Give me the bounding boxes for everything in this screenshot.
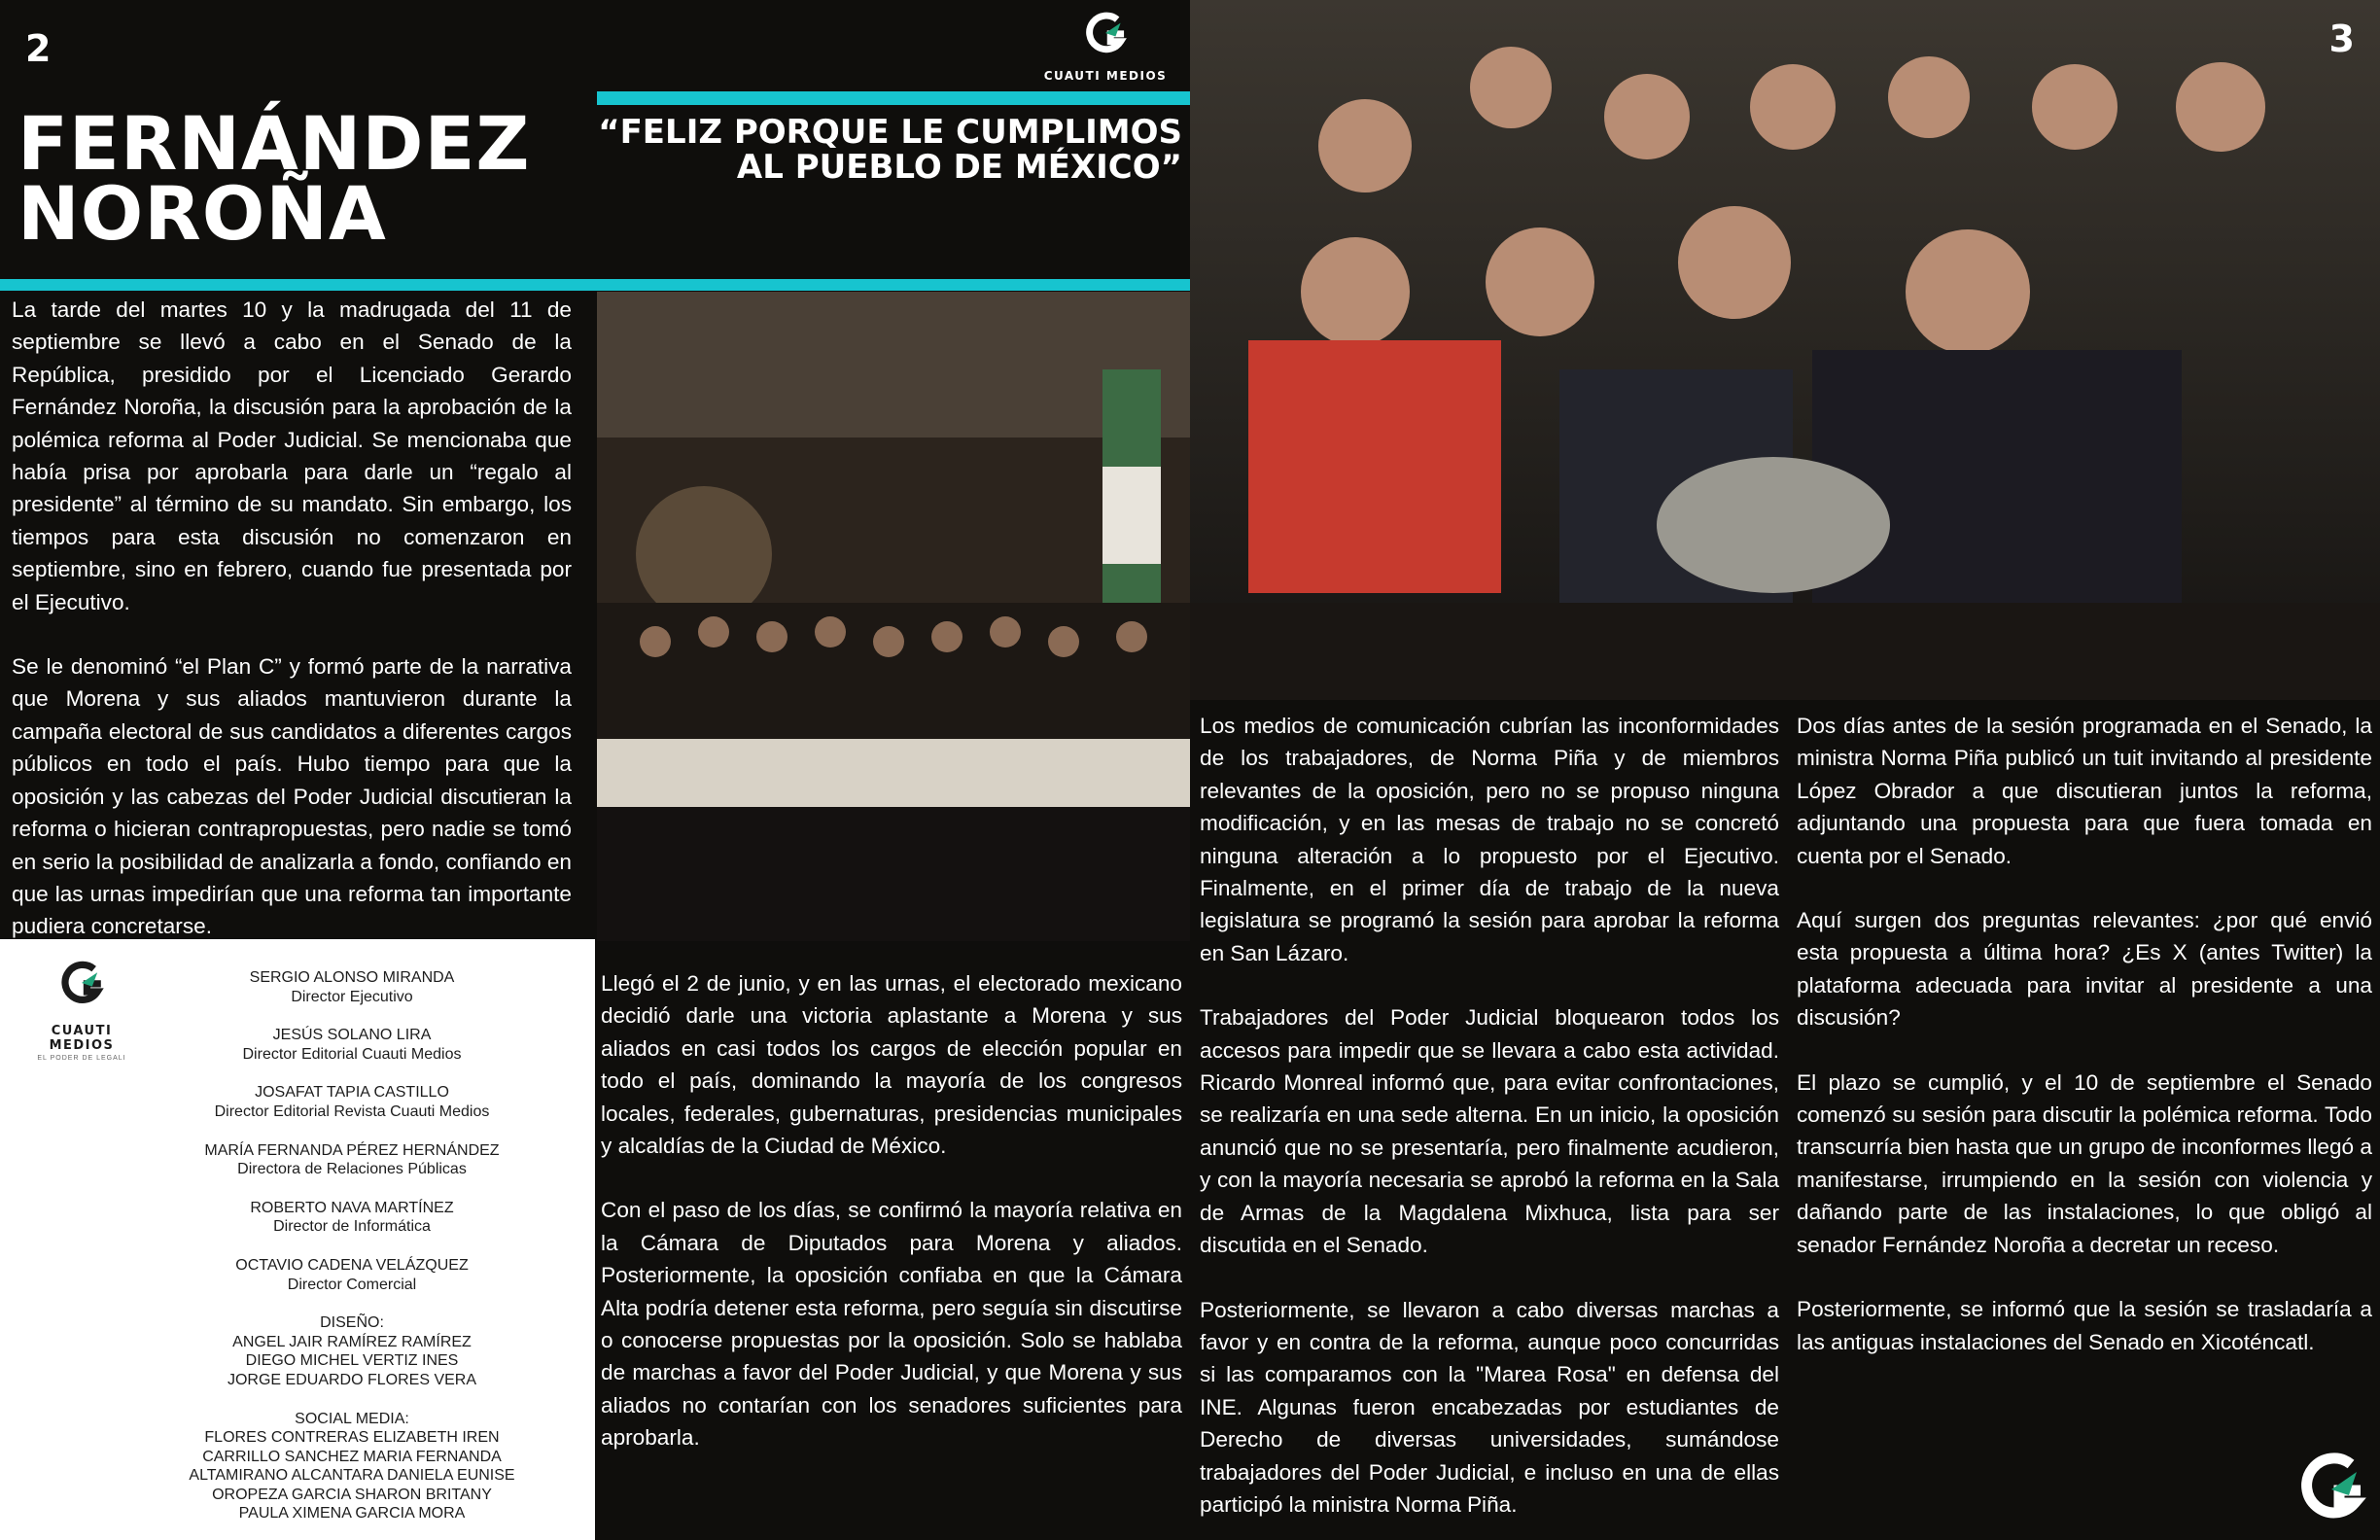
masthead-credits xyxy=(0,939,595,1540)
staff-name: JOSAFAT TAPIA CASTILLO xyxy=(255,1084,449,1102)
page-number: 3 xyxy=(2328,18,2355,60)
paragraph: Se le denominó “el Plan C” y formó parte de la narrativa que Morena y sus aliados mantuvieron durante la campaña electoral de sus candidatos a diferentes cargos públicos en todo el país. Hubo tiempo para que la oposición y las cabezas del Poder Judicial discutieran la reforma o hicieran contrapropuestas, pero nadie se tomó en serio la posibilidad de analizarla a fondo, confiando en que las urnas impedirían que una reforma tan importante pudiera concretarse. xyxy=(12,654,572,939)
staff-role: Director Comercial xyxy=(287,1276,417,1293)
senate-chamber-photo xyxy=(597,292,1190,941)
staff-name: OCTAVIO CADENA VELÁZQUEZ xyxy=(235,1256,469,1274)
pull-quote xyxy=(0,115,1182,185)
social-name: CARRILLO SANCHEZ MARIA FERNANDA xyxy=(202,1448,502,1465)
quote-accent-bar xyxy=(597,91,1190,105)
masthead-tagline: EL PODER DE LEGALI xyxy=(37,1055,126,1062)
design-heading: DISEÑO: xyxy=(320,1314,384,1332)
quote-line-1: “FELIZ PORQUE LE CUMPLIMOS xyxy=(598,113,1182,152)
paragraph: Dos días antes de la sesión programada en el Senado, la ministra Norma Piña publicó un tuit invitando al presidente López Obrador a que discutieran juntos la reforma, adjuntando una propuesta para que fuera tomada en cuenta por el Senado. xyxy=(1797,714,2372,868)
article-column-2 xyxy=(601,967,1182,1487)
paragraph: Posteriormente, se llevaron a cabo diversas marchas a favor y en contra de la reforma, aunque poco concurridas si las comparamos con la "Marea Rosa" en defensa del INE. Algunas fueron encabezadas por estudiantes de Derecho de diversas universidades, sumándose trabajadores del Poder Judicial, e incluso en una de ellas participó la ministra Norma Piña. xyxy=(1200,1297,1779,1517)
title-line-1: FERNÁNDEZ xyxy=(18,100,531,187)
article-column-3 xyxy=(1200,710,1779,1540)
photo-placeholder xyxy=(597,292,1190,941)
design-credits xyxy=(171,1313,533,1389)
staff-role: Director Editorial Revista Cuauti Medios xyxy=(214,1102,490,1120)
social-name: FLORES CONTRERAS ELIZABETH IREN xyxy=(204,1429,500,1447)
paragraph: Aquí surgen dos preguntas relevantes: ¿por qué envió esta propuesta a última hora? ¿Es X (antes Twitter) la plataforma adecuada para invitar al presidente a una discusión? xyxy=(1797,908,2372,1031)
social-name: ALTAMIRANO ALCANTARA DANIELA EUNISE xyxy=(189,1467,515,1485)
social-heading: SOCIAL MEDIA: xyxy=(295,1410,409,1427)
article-column-1 xyxy=(12,294,572,975)
staff-entry xyxy=(171,968,533,1006)
paragraph: Con el paso de los días, se confirmó la mayoría relativa en la Cámara de Diputados para Morena y aliados. Posteriormente, la oposición confiaba en que la Cámara Alta podría detener esta reforma, pero seguía sin discutirse o conocerse propuestas por la oposición. Solo se hablaba de marchas a favor del Poder Judicial, y que Morena y sus aliados no contarían con los senadores suficientes para aprobarla. xyxy=(601,1198,1182,1451)
title-line-2: NOROÑA xyxy=(18,170,387,257)
staff-entry xyxy=(171,1199,533,1237)
masthead-logo xyxy=(18,957,146,1062)
brand-logo xyxy=(1042,8,1169,83)
social-name: OROPEZA GARCIA SHARON BRITANY xyxy=(212,1486,492,1503)
design-name: DIEGO MICHEL VERTIZ INES xyxy=(245,1352,459,1370)
paragraph: Trabajadores del Poder Judicial bloquearon todos los accesos para impedir que se llevara a cabo esta actividad. Ricardo Monreal informó que, para evitar confrontaciones, se realizaría en una sede alterna. En un inicio, la oposición anunció que no se presentaría, pero finalmente acudieron, y con la mayoría necesaria se aprobó la reforma en la Sala de Armas de la Magdalena Mixhuca, lista para ser discutida en el Senado. xyxy=(1200,1005,1779,1258)
staff-role: Directora de Relaciones Públicas xyxy=(237,1161,467,1178)
cuauti-g-logo-icon xyxy=(1080,8,1131,58)
brand-name: CUAUTI MEDIOS xyxy=(1043,69,1168,83)
page-number: 2 xyxy=(25,27,52,70)
staff-entry xyxy=(171,1256,533,1294)
article-column-4 xyxy=(1797,710,2372,1390)
design-name: ANGEL JAIR RAMÍREZ RAMÍREZ xyxy=(232,1333,472,1350)
paragraph: El plazo se cumplió, y el 10 de septiembre el Senado comenzó su sesión para discutir la polémica reforma. Todo transcurría bien hasta que un grupo de inconformes llegó a manifestarse, irrumpiendo en la sesión con violencia y dañando parte de las instalaciones, lo que obligó al senador Fernández Noroña a decretar un receso. xyxy=(1797,1069,2372,1257)
staff-entry xyxy=(171,1141,533,1179)
masthead-brand: CUAUTI MEDIOS xyxy=(49,1024,115,1053)
design-name: JORGE EDUARDO FLORES VERA xyxy=(227,1371,477,1388)
staff-entry xyxy=(171,1083,533,1121)
staff-entry xyxy=(171,1026,533,1064)
cuauti-g-logo-icon xyxy=(2292,1447,2370,1530)
social-name: PAULA XIMENA GARCIA MORA xyxy=(238,1505,466,1522)
cuauti-g-logo-icon xyxy=(55,957,108,1009)
right-page xyxy=(1190,0,2380,1540)
photo-placeholder xyxy=(1190,0,2380,700)
paragraph: Posteriormente, se informó que la sesión se trasladaría a las antiguas instalaciones del Senado en Xicoténcatl. xyxy=(1797,1297,2372,1354)
paragraph: Los medios de comunicación cubrían las inconformidades de los trabajadores, de Norma Piña y de miembros relevantes de la oposición, pero no se propuso ninguna modificación, y en las mesas de trabajo no se concretó ninguna alteración a lo propuesto por el Ejecutivo. Finalmente, en el primer día de trabajo de la nueva legislatura se programó la sesión para aprobar la reforma en San Lázaro. xyxy=(1200,714,1779,965)
staff-role: Director Editorial Cuauti Medios xyxy=(242,1045,462,1063)
paragraph: La tarde del martes 10 y la madrugada del 11 de septiembre se llevó a cabo en el Senado de la República, presidido por el Licenciado Gerardo Fernández Noroña, la discusión para la aprobación de la polémica reforma al Poder Judicial. Se mencionaba que había prisa por aprobarla para darle un “regalo al presidente” al término de su mandato. Sin embargo, los tiempos para esta discusión no comenzaron en septiembre, sino en febrero, cuando fue presentada por el Ejecutivo. xyxy=(12,298,572,614)
staff-list xyxy=(171,968,533,1540)
title-divider xyxy=(0,279,1190,291)
staff-name: SERGIO ALONSO MIRANDA xyxy=(249,969,455,986)
staff-name: JESÚS SOLANO LIRA xyxy=(272,1027,432,1044)
senators-photo xyxy=(1190,0,2380,700)
staff-role: Director Ejecutivo xyxy=(291,988,413,1005)
paragraph: Llegó el 2 de junio, y en las urnas, el electorado mexicano decidió darle una victoria aplastante a Morena y sus aliados en casi todos los cargos de elección popular en todo el país, dominando la mayoría de los congresos locales, federales, gubernaturas, presidencias municipales y alcaldías de la Ciudad de México. xyxy=(601,971,1182,1159)
staff-name: MARÍA FERNANDA PÉREZ HERNÁNDEZ xyxy=(204,1141,500,1159)
social-media-credits xyxy=(171,1410,533,1524)
staff-name: ROBERTO NAVA MARTÍNEZ xyxy=(250,1199,454,1216)
quote-line-2: AL PUEBLO DE MÉXICO” xyxy=(736,148,1182,187)
staff-role: Director de Informática xyxy=(273,1218,431,1236)
